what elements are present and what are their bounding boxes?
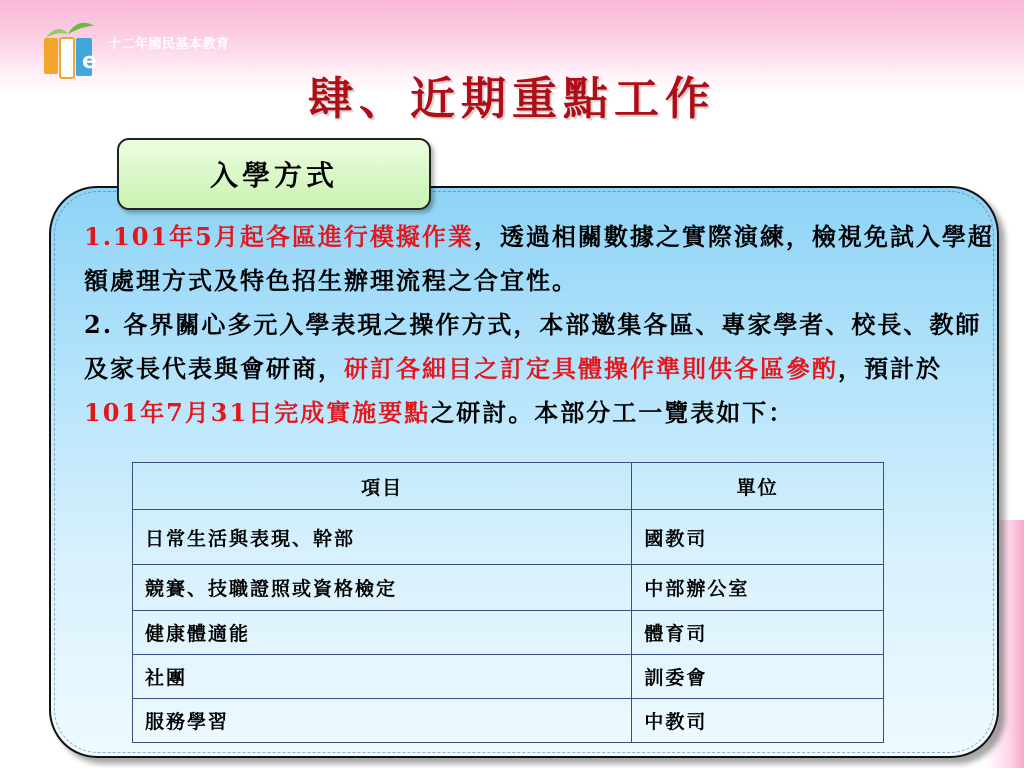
table-cell-unit: 訓委會 [632, 655, 884, 699]
section-tab-label: 入學方式 [209, 159, 338, 192]
point-1-text: ，透過相關數據之實際演練，檢視免試入學超額處理方式及特色招生辦理流程之合宜性。 [84, 222, 994, 295]
section-tab [117, 138, 431, 210]
point-2-highlight-2: 日完成實施要點 [248, 398, 431, 427]
table-cell-item: 日常生活與表現、幹部 [133, 510, 632, 565]
table-row [133, 510, 884, 565]
table-header-row [133, 463, 884, 510]
point-2-highlight-1: 研訂各細目之訂定具體操作準則供各區參酌 [344, 354, 838, 383]
table-cell-unit: 中部辦公室 [632, 565, 884, 611]
table-cell-unit: 體育司 [632, 611, 884, 655]
point-2-end: 之研討。本部分工一覽表如下： [430, 398, 795, 427]
column-header-item: 項目 [133, 463, 632, 510]
table-row [133, 655, 884, 699]
svg-text:e: e [82, 49, 97, 74]
table-cell-item: 服務學習 [133, 699, 632, 743]
point-2-date: 101年7月31 [84, 398, 249, 427]
table-cell-unit: 中教司 [632, 699, 884, 743]
brand-text: 十二年國民基本教育 [108, 37, 230, 52]
page-title: 肆、近期重點工作 [307, 72, 716, 125]
table-cell-item: 健康體適能 [133, 611, 632, 655]
table-row [133, 565, 884, 611]
division-table [132, 462, 884, 743]
point-1-highlight: 1.101年5月起各區進行模擬作業 [84, 222, 474, 251]
table-cell-unit: 國教司 [632, 510, 884, 565]
point-2-text: 2. 各界關心多元入學表現之操作方式，本部邀集各區、專家學者、校長、教師及家長代表與會研商， [84, 310, 982, 383]
column-header-unit: 單位 [632, 463, 884, 510]
table-row [133, 611, 884, 655]
table-row [133, 699, 884, 743]
table-cell-item: 社團 [133, 655, 632, 699]
point-2-mid: ，預計於 [838, 354, 942, 383]
table-cell-item: 競賽、技職證照或資格檢定 [133, 565, 632, 611]
body-text [84, 215, 994, 435]
